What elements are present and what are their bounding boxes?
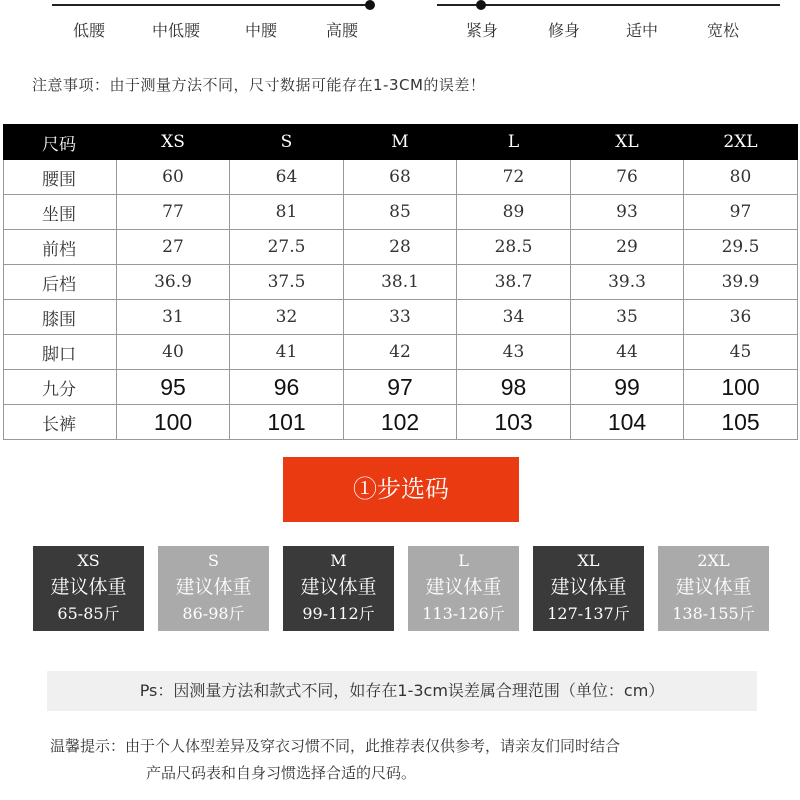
fit-scale-label: 宽松 xyxy=(706,21,740,40)
table-cell: 64 xyxy=(230,160,344,195)
weight-card-l[interactable] xyxy=(408,546,519,631)
table-cell: 43 xyxy=(457,335,571,370)
warm-tip-line: 产品尺码表和自身习惯选择合适的尺码。 xyxy=(146,764,417,782)
card-label: 建议体重 xyxy=(50,576,127,598)
card-range: 86-98斤 xyxy=(182,604,245,623)
table-row xyxy=(4,265,798,300)
table-cell: 76 xyxy=(571,160,684,195)
fit-scale-label: 适中 xyxy=(625,21,659,40)
table-cell: 27.5 xyxy=(230,230,344,265)
card-range: 138-155斤 xyxy=(672,604,755,623)
table-cell: 35 xyxy=(571,300,684,335)
table-cell: 31 xyxy=(117,300,230,335)
row-label: 前档 xyxy=(4,230,117,265)
row-label: 脚口 xyxy=(4,335,117,370)
warm-tip xyxy=(50,733,770,787)
table-cell: 39.9 xyxy=(684,265,798,300)
table-cell: 103 xyxy=(457,405,571,440)
table-cell: 29.5 xyxy=(684,230,798,265)
table-row xyxy=(4,300,798,335)
table-cell: 37.5 xyxy=(230,265,344,300)
fit-scale-label: 修身 xyxy=(547,21,581,40)
header-cell: M xyxy=(344,125,457,160)
table-cell: 99 xyxy=(571,370,684,405)
measurement-note: 注意事项：由于测量方法不同，尺寸数据可能存在1-3CM的误差！ xyxy=(32,76,486,94)
header-cell: L xyxy=(457,125,571,160)
weight-card-xl[interactable] xyxy=(533,546,644,631)
table-cell: 32 xyxy=(230,300,344,335)
table-cell: 60 xyxy=(117,160,230,195)
weight-card-s[interactable] xyxy=(158,546,269,631)
table-cell: 34 xyxy=(457,300,571,335)
waist-scale-line xyxy=(52,4,368,6)
table-cell: 102 xyxy=(344,405,457,440)
header-cell: 尺码 xyxy=(4,125,117,160)
table-cell: 96 xyxy=(230,370,344,405)
size-step-button[interactable]: ①步选码 xyxy=(283,457,519,522)
waist-scale-label: 中腰 xyxy=(244,21,278,40)
header-cell: 2XL xyxy=(684,125,798,160)
table-cell: 29 xyxy=(571,230,684,265)
row-label: 九分 xyxy=(4,370,117,405)
weight-cards xyxy=(33,546,769,631)
table-cell: 97 xyxy=(684,195,798,230)
table-cell: 28 xyxy=(344,230,457,265)
table-cell: 85 xyxy=(344,195,457,230)
table-cell: 28.5 xyxy=(457,230,571,265)
table-cell: 44 xyxy=(571,335,684,370)
row-label: 坐围 xyxy=(4,195,117,230)
card-range: 99-112斤 xyxy=(302,604,375,623)
waist-scale-label: 中低腰 xyxy=(151,21,201,40)
size-table xyxy=(3,124,798,440)
table-cell: 97 xyxy=(344,370,457,405)
table-cell: 38.1 xyxy=(344,265,457,300)
header-cell: XL xyxy=(571,125,684,160)
row-label: 膝围 xyxy=(4,300,117,335)
row-label: 长裤 xyxy=(4,405,117,440)
weight-card-xs[interactable] xyxy=(33,546,144,631)
card-size: S xyxy=(208,551,219,570)
waist-scale-marker xyxy=(365,0,375,10)
card-label: 建议体重 xyxy=(300,576,377,598)
table-cell: 89 xyxy=(457,195,571,230)
card-range: 113-126斤 xyxy=(422,604,505,623)
waist-scale-label: 高腰 xyxy=(325,21,359,40)
table-cell: 104 xyxy=(571,405,684,440)
table-cell: 80 xyxy=(684,160,798,195)
table-row xyxy=(4,405,798,440)
card-range: 127-137斤 xyxy=(547,604,630,623)
fit-scale-label: 紧身 xyxy=(465,21,499,40)
waist-rise-scale xyxy=(0,0,400,45)
fit-scale xyxy=(400,0,800,45)
table-cell: 40 xyxy=(117,335,230,370)
table-row xyxy=(4,160,798,195)
row-label: 腰围 xyxy=(4,160,117,195)
table-cell: 39.3 xyxy=(571,265,684,300)
card-range: 65-85斤 xyxy=(57,604,120,623)
table-cell: 36.9 xyxy=(117,265,230,300)
table-row xyxy=(4,195,798,230)
weight-card-2xl[interactable] xyxy=(658,546,769,631)
ps-note: Ps：因测量方法和款式不同，如存在1-3cm误差属合理范围（单位：cm） xyxy=(47,671,757,711)
warm-tip-line: 温馨提示：由于个人体型差异及穿衣习惯不同，此推荐表仅供参考，请亲友们同时结合 xyxy=(50,737,621,755)
table-row xyxy=(4,230,798,265)
table-cell: 100 xyxy=(117,405,230,440)
table-cell: 45 xyxy=(684,335,798,370)
card-label: 建议体重 xyxy=(675,576,752,598)
row-label: 后档 xyxy=(4,265,117,300)
table-row xyxy=(4,335,798,370)
table-cell: 77 xyxy=(117,195,230,230)
waist-scale-label: 低腰 xyxy=(72,21,106,40)
table-cell: 98 xyxy=(457,370,571,405)
fit-scale-marker xyxy=(476,0,486,10)
table-cell: 93 xyxy=(571,195,684,230)
table-cell: 36 xyxy=(684,300,798,335)
header-cell: XS xyxy=(117,125,230,160)
card-size: L xyxy=(458,551,469,570)
size-table-header xyxy=(4,125,798,160)
table-cell: 81 xyxy=(230,195,344,230)
table-row xyxy=(4,370,798,405)
card-size: M xyxy=(330,551,347,570)
table-cell: 100 xyxy=(684,370,798,405)
card-label: 建议体重 xyxy=(425,576,502,598)
table-cell: 38.7 xyxy=(457,265,571,300)
table-cell: 41 xyxy=(230,335,344,370)
table-cell: 72 xyxy=(457,160,571,195)
table-cell: 27 xyxy=(117,230,230,265)
table-cell: 33 xyxy=(344,300,457,335)
fit-scale-line xyxy=(437,4,780,6)
card-label: 建议体重 xyxy=(550,576,627,598)
table-cell: 68 xyxy=(344,160,457,195)
table-cell: 105 xyxy=(684,405,798,440)
weight-card-m[interactable] xyxy=(283,546,394,631)
table-cell: 95 xyxy=(117,370,230,405)
card-size: XL xyxy=(577,551,600,570)
header-cell: S xyxy=(230,125,344,160)
card-size: XS xyxy=(77,551,100,570)
table-cell: 42 xyxy=(344,335,457,370)
card-label: 建议体重 xyxy=(175,576,252,598)
table-cell: 101 xyxy=(230,405,344,440)
card-size: 2XL xyxy=(697,551,730,570)
